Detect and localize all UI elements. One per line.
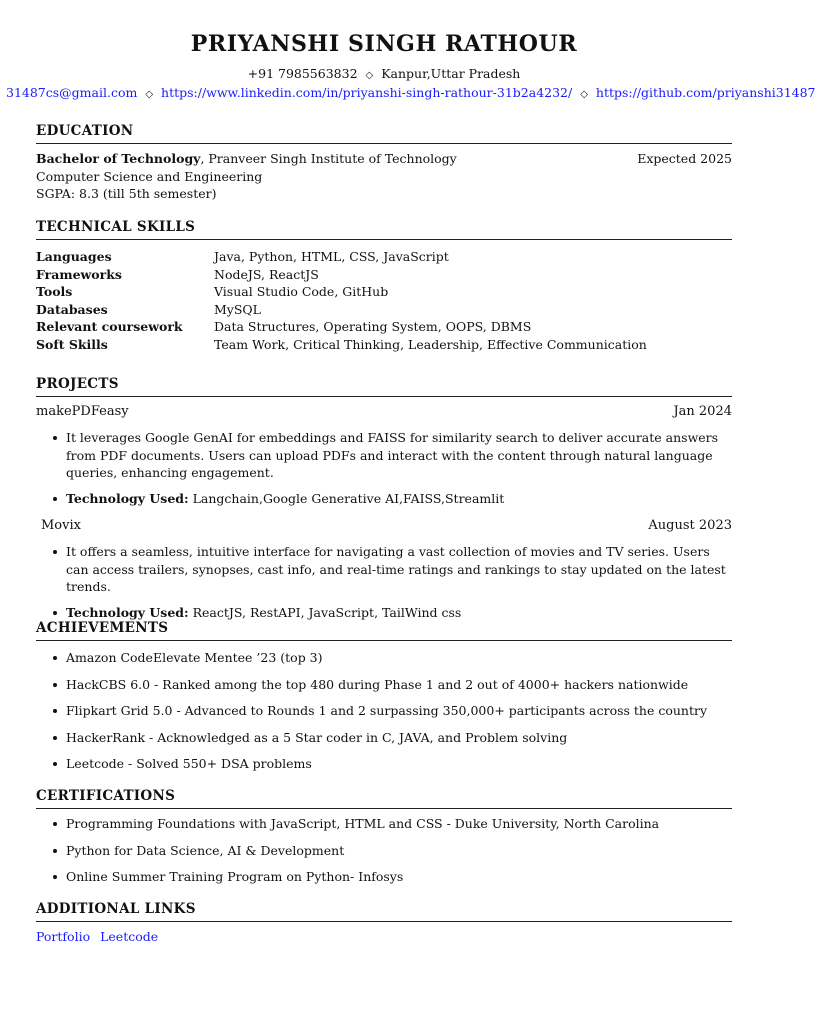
skills-heading: TECHNICAL SKILLS	[36, 219, 732, 240]
achievement-item: HackerRank - Acknowledged as a 5 Star coder in C, JAVA, and Problem solving	[36, 729, 732, 747]
candidate-name: PRIYANSHI SINGH RATHOUR	[190, 31, 578, 57]
project-description: It leverages Google GenAI for embeddings and FAISS for similarity search to deliver accurate answers from PDF documents. Users can upload PDFs and interact with the content through natural language queries, enhancing engagement.	[36, 429, 732, 482]
skill-label: Databases	[36, 301, 108, 317]
projects-heading: PROJECTS	[36, 376, 732, 397]
project-tech	[36, 604, 732, 622]
project-tech	[36, 490, 732, 508]
links-line	[6, 85, 816, 100]
diamond-separator-icon: ◇	[145, 89, 154, 100]
achievements-heading: ACHIEVEMENTS	[36, 620, 732, 641]
certification-item: Online Summer Training Program on Python- Infosys	[36, 868, 732, 886]
tech-label: Technology Used:	[66, 604, 189, 620]
project-title-row	[36, 403, 732, 421]
diamond-separator-icon: ◇	[365, 70, 374, 81]
achievement-item: Amazon CodeElevate Mentee ’23 (top 3)	[36, 649, 732, 667]
achievement-item: Flipkart Grid 5.0 - Advanced to Rounds 1 and 2 surpassing 350,000+ participants across the country	[36, 702, 732, 720]
certifications-heading: CERTIFICATIONS	[36, 788, 732, 809]
achievement-item: HackCBS 6.0 - Ranked among the top 480 during Phase 1 and 2 out of 4000+ hackers nationwide	[36, 676, 732, 694]
project-date: Jan 2024	[673, 404, 732, 419]
tech-list: Langchain,Google Generative AI,FAISS,Streamlit	[188, 490, 505, 506]
degree: Bachelor of Technology	[36, 151, 201, 166]
certifications-list	[36, 815, 732, 886]
skill-value: Data Structures, Operating System, OOPS, DBMS	[214, 319, 532, 335]
skill-label: Relevant coursework	[36, 319, 183, 335]
links-row	[36, 928, 732, 946]
skill-value: MySQL	[214, 301, 261, 317]
institute: , Pranveer Singh Institute of Technology	[200, 151, 457, 166]
skill-row	[36, 336, 732, 354]
achievements-list	[36, 649, 732, 773]
skill-row	[36, 248, 732, 266]
skill-value: Team Work, Critical Thinking, Leadership, Effective Communication	[214, 336, 647, 352]
skill-row	[36, 283, 732, 301]
linkedin-link[interactable]: https://www.linkedin.com/in/priyanshi-singh-rathour-31b2a4232/	[161, 85, 573, 100]
certification-item: Python for Data Science, AI & Development	[36, 842, 732, 860]
skill-row	[36, 266, 732, 284]
phone-number: +91 7985563832	[247, 66, 358, 81]
skill-label: Frameworks	[36, 266, 122, 282]
contact-line	[0, 66, 768, 81]
skill-value: Java, Python, HTML, CSS, JavaScript	[214, 249, 449, 264]
tech-label: Technology Used:	[66, 490, 189, 506]
diamond-separator-icon: ◇	[580, 89, 588, 100]
skill-row	[36, 318, 732, 336]
location: Kanpur,Uttar Pradesh	[381, 66, 521, 81]
links-heading: ADDITIONAL LINKS	[36, 901, 732, 922]
education-branch: Computer Science and Engineering	[36, 168, 263, 184]
skill-label: Languages	[36, 249, 112, 264]
project-title-row	[41, 517, 732, 535]
project-name: Movix	[41, 518, 81, 533]
leetcode-link[interactable]: Leetcode	[100, 929, 159, 944]
skills-table	[36, 248, 732, 354]
skill-value: Visual Studio Code, GitHub	[214, 284, 389, 300]
project-bullets	[36, 543, 732, 621]
project-date: August 2023	[648, 518, 732, 533]
skill-row	[36, 301, 732, 319]
tech-list: ReactJS, RestAPI, JavaScript, TailWind css	[188, 604, 462, 620]
education-heading: EDUCATION	[36, 123, 732, 144]
achievement-item: Leetcode - Solved 550+ DSA problems	[36, 755, 732, 773]
project-description: It offers a seamless, intuitive interface for navigating a vast collection of movies and TV series. Users can access trailers, synopses, cast info, and real-time ratings and rankings to stay updated on the latest trends.	[36, 543, 732, 596]
skill-label: Soft Skills	[36, 336, 108, 352]
portfolio-link[interactable]: Portfolio	[36, 929, 91, 944]
skill-value: NodeJS, ReactJS	[214, 266, 319, 282]
project-name: makePDFeasy	[36, 404, 129, 419]
education-date: Expected 2025	[637, 151, 732, 166]
email-link[interactable]: 31487cs@gmail.com	[6, 85, 138, 100]
project-bullets	[36, 429, 732, 507]
skill-label: Tools	[36, 284, 73, 300]
github-link[interactable]: https://github.com/priyanshi31487	[595, 85, 816, 100]
education-degree-row	[36, 150, 732, 168]
education-sgpa: SGPA: 8.3 (till 5th semester)	[36, 186, 217, 201]
certification-item: Programming Foundations with JavaScript, HTML and CSS - Duke University, North Carolina	[36, 815, 732, 833]
